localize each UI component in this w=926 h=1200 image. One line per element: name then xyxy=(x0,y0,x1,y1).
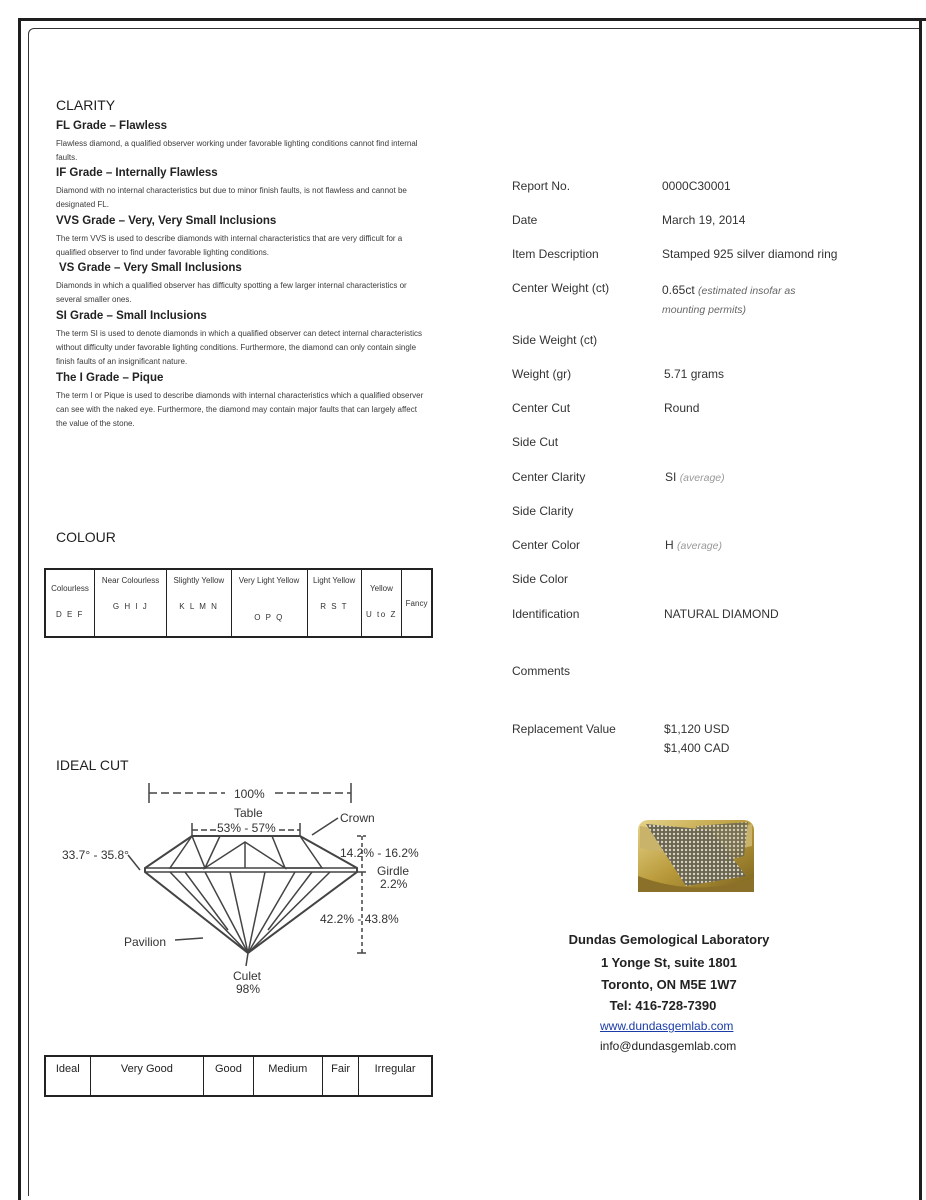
diagram-culet-value: 98% xyxy=(236,982,261,996)
colour-grades: R S T xyxy=(320,602,349,611)
center-clarity-value xyxy=(665,470,725,484)
clarity-grade-i-title: The I Grade – Pique xyxy=(56,372,164,384)
colour-title: COLOUR xyxy=(56,529,116,545)
center-weight-amount: 0.65ct xyxy=(662,283,695,297)
colour-grades: K L M N xyxy=(179,602,219,611)
diagram-crown-height: 14.2% - 16.2% xyxy=(340,846,419,860)
diagram-table-label: Table xyxy=(234,806,263,820)
item-description-value: Stamped 925 silver diamond ring xyxy=(662,247,838,261)
ideal-cut-title: IDEAL CUT xyxy=(56,757,129,773)
lab-name: Dundas Gemological Laboratory xyxy=(568,932,770,947)
cut-grade-cell: Good xyxy=(204,1056,253,1096)
weight-gr-value: 5.71 grams xyxy=(664,367,725,381)
cut-grade-cell: Ideal xyxy=(45,1056,90,1096)
colour-name: Near Colourless xyxy=(101,576,160,585)
center-color-grade: H xyxy=(665,538,674,552)
center-color-value xyxy=(665,538,722,552)
colour-name: Light Yellow xyxy=(312,576,356,585)
colour-grades: D E F xyxy=(55,610,84,619)
colour-name: Yellow xyxy=(370,584,393,593)
clarity-grade-if-title: IF Grade – Internally Flawless xyxy=(56,167,218,179)
ring-photo xyxy=(636,816,756,896)
lab-email: info@dundasgemlab.com xyxy=(600,1039,737,1053)
center-weight-label: Center Weight (ct) xyxy=(512,281,610,295)
clarity-grade-i-desc: The term I or Pique is used to describe diamonds with internal characteristics which a qualified observer can see with the naked eye. Furthermore, the diamond may contain major faults that can largely affect the value of the stone. xyxy=(56,391,424,428)
cut-grade-table xyxy=(44,1055,433,1097)
diagram-width-label: 100% xyxy=(234,787,265,801)
lab-address-line1: 1 Yonge St, suite 1801 xyxy=(600,955,738,970)
center-clarity-label: Center Clarity xyxy=(512,470,586,484)
weight-gr-label: Weight (gr) xyxy=(512,367,572,381)
diamond-diagram xyxy=(50,780,440,1010)
cut-grade-cell: Very Good xyxy=(90,1056,204,1096)
cut-grade-cell: Irregular xyxy=(359,1056,432,1096)
comments-label: Comments xyxy=(512,664,571,678)
colour-cell xyxy=(231,569,307,637)
diagram-crown-label: Crown xyxy=(340,811,375,825)
colour-cell xyxy=(402,569,432,637)
diagram-table-range: 53% - 57% xyxy=(217,821,276,835)
right-border xyxy=(919,18,922,1200)
colour-scale-table xyxy=(44,568,433,638)
report-no-label: Report No. xyxy=(512,179,571,193)
cut-grade-cell: Fair xyxy=(323,1056,359,1096)
clarity-grade-vvs-desc: The term VVS is used to describe diamonds with internal characteristics that are very difficult for a qualified observer to find under favorable lighting conditions. xyxy=(56,234,403,257)
clarity-grade-vs-title: VS Grade – Very Small Inclusions xyxy=(59,262,242,274)
replacement-value-label: Replacement Value xyxy=(512,722,616,736)
date-value: March 19, 2014 xyxy=(662,213,746,227)
center-color-note: (average) xyxy=(677,540,722,552)
colour-name: Colourless xyxy=(51,584,89,593)
colour-cell xyxy=(307,569,361,637)
side-weight-label: Side Weight (ct) xyxy=(512,333,598,347)
clarity-grade-fl-title: FL Grade – Flawless xyxy=(56,120,168,132)
lab-phone: Tel: 416-728-7390 xyxy=(609,998,717,1013)
date-label: Date xyxy=(512,213,538,227)
lab-website-link[interactable]: www.dundasgemlab.com xyxy=(600,1019,734,1033)
diagram-pavilion-depth: 42.2% - 43.8% xyxy=(320,912,399,926)
lab-address-line2: Toronto, ON M5E 1W7 xyxy=(601,977,737,992)
clarity-grade-vs-desc: Diamonds in which a qualified observer has difficulty spotting a few larger internal characteristics or several smaller ones. xyxy=(56,281,407,304)
clarity-grade-if-desc: Diamond with no internal characteristics but due to minor finish faults, is not flawless and cannot be designated FL. xyxy=(56,186,407,209)
diagram-pavilion-label: Pavilion xyxy=(124,935,167,949)
replacement-value-usd: $1,120 USD xyxy=(664,722,730,736)
center-cut-value: Round xyxy=(664,401,700,415)
center-cut-label: Center Cut xyxy=(512,401,571,415)
colour-cell xyxy=(45,569,94,637)
diagram-crown-angle: 33.7° - 35.8° xyxy=(62,848,129,862)
diagram-culet-label: Culet xyxy=(233,969,262,983)
colour-name: Slightly Yellow xyxy=(173,576,225,585)
colour-name: Very Light Yellow xyxy=(238,576,300,585)
side-cut-label: Side Cut xyxy=(512,435,559,449)
center-color-label: Center Color xyxy=(512,538,581,552)
center-weight-note: (estimated insofar as mounting permits) xyxy=(662,285,796,316)
identification-label: Identification xyxy=(512,607,580,621)
colour-grades: O P Q xyxy=(254,613,284,622)
colour-cell xyxy=(94,569,166,637)
center-clarity-note: (average) xyxy=(679,472,725,484)
side-color-label: Side Color xyxy=(512,572,569,586)
diagram-girdle-label: Girdle xyxy=(377,864,410,878)
clarity-grade-vvs-title: VVS Grade – Very, Very Small Inclusions xyxy=(56,215,277,227)
colour-cell xyxy=(361,569,401,637)
center-clarity-grade: SI xyxy=(665,470,677,484)
side-clarity-label: Side Clarity xyxy=(512,504,574,518)
colour-grades: U to Z xyxy=(366,610,397,619)
report-no-value: 0000C30001 xyxy=(662,179,731,193)
clarity-grade-si-title: SI Grade – Small Inclusions xyxy=(56,310,207,322)
clarity-title: CLARITY xyxy=(56,97,116,113)
item-description-label: Item Description xyxy=(512,247,599,261)
clarity-grade-si-desc: The term SI is used to denote diamonds in which a qualified observer can detect internal characteristics without difficulty under favorable lighting conditions. Furthermore, the diamond can only contain single finish faults of an insignificant nature. xyxy=(56,329,422,366)
center-weight-value xyxy=(662,281,837,319)
diagram-girdle-value: 2.2% xyxy=(380,877,408,891)
colour-name: Fancy xyxy=(405,598,428,608)
replacement-value-cad: $1,400 CAD xyxy=(664,741,730,755)
cut-grade-cell: Medium xyxy=(253,1056,322,1096)
clarity-grade-fl-desc: Flawless diamond, a qualified observer working under favorable lighting conditions cannot find internal faults. xyxy=(56,139,418,162)
colour-cell xyxy=(167,569,231,637)
colour-grades: G H I J xyxy=(112,602,149,611)
identification-value: NATURAL DIAMOND xyxy=(664,607,779,621)
